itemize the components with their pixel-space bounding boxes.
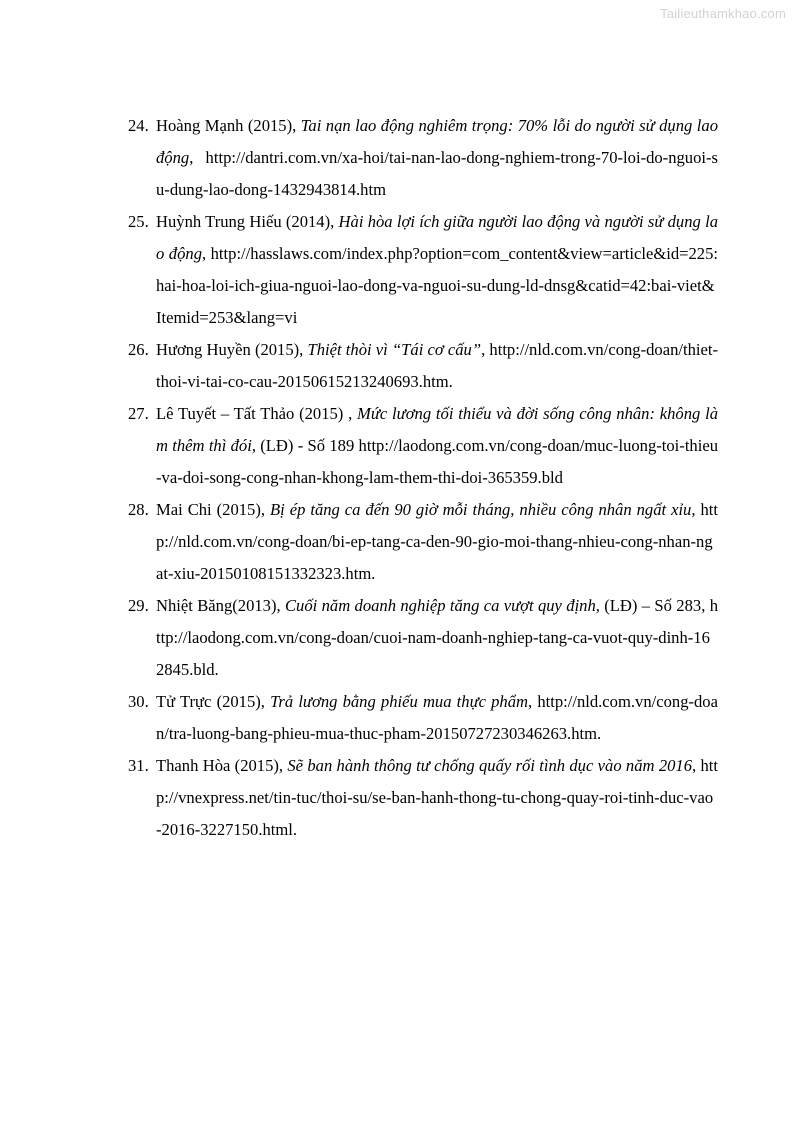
reference-title: Thiệt thòi vì “Tái cơ cấu”, bbox=[307, 340, 486, 359]
reference-source: (LĐ) – Số 283, http://laodong.com.vn/cong-doan/cuoi-nam-doanh-nghiep-tang-ca-vuot-quy-dinh-162845.bld. bbox=[156, 596, 718, 679]
reference-number: 24. bbox=[128, 116, 149, 135]
reference-number: 31. bbox=[128, 756, 149, 775]
reference-author: Hương Huyền (2015), bbox=[156, 340, 308, 359]
reference-item bbox=[128, 398, 718, 494]
reference-title: Hài hòa lợi ích giữa người lao động và người sử dụng lao động bbox=[156, 212, 718, 263]
reference-author: Nhiệt Băng(2013), bbox=[156, 596, 285, 615]
reference-item bbox=[128, 206, 718, 334]
reference-title: Trả lương bằng phiếu mua thực phẩm bbox=[270, 692, 529, 711]
reference-author: Tử Trực (2015), bbox=[156, 692, 271, 711]
reference-number: 25. bbox=[128, 212, 149, 231]
reference-source: , http://nld.com.vn/cong-doan/tra-luong-bang-phieu-mua-thuc-pham-20150727230346263.htm. bbox=[156, 692, 718, 743]
reference-author: Mai Chi (2015), bbox=[156, 500, 270, 519]
reference-item bbox=[128, 750, 718, 846]
reference-title: Mức lương tối thiểu và đời sống công nhân: không làm thêm thì đói bbox=[156, 404, 719, 455]
reference-source: http://nld.com.vn/cong-doan/thiet-thoi-vi-tai-co-cau-20150615213240693.htm. bbox=[156, 340, 718, 391]
reference-list bbox=[128, 110, 718, 846]
reference-title: Bị ép tăng ca đến 90 giờ mỗi tháng, nhiều công nhân ngất xỉu, bbox=[270, 500, 696, 519]
reference-source: , http://hasslaws.com/index.php?option=com_content&view=article&id=225:hai-hoa-loi-ich-giua-nguoi-lao-dong-va-nguoi-su-dung-ld-dnsg&catid=42:bai-viet&Itemid=253&lang=vi bbox=[156, 244, 718, 327]
reference-item bbox=[128, 110, 718, 206]
reference-title: Tai nạn lao động nghiêm trọng: 70% lỗi do người sử dụng lao động bbox=[156, 116, 718, 167]
reference-source: , http://dantri.com.vn/xa-hoi/tai-nan-lao-dong-nghiem-trong-70-loi-do-nguoi-su-dung-lao-dong-1432943814.htm bbox=[156, 148, 718, 199]
reference-item bbox=[128, 686, 718, 750]
reference-title: Cuối năm doanh nghiệp tăng ca vượt quy định, bbox=[284, 596, 600, 615]
reference-number: 29. bbox=[128, 596, 149, 615]
reference-item bbox=[128, 334, 718, 398]
reference-source: , (LĐ) - Số 189 http://laodong.com.vn/cong-doan/muc-luong-toi-thieu-va-doi-song-cong-nhan-khong-lam-them-thi-doi-365359.bld bbox=[156, 436, 718, 487]
reference-title: Sẽ ban hành thông tư chống quấy rối tình dục vào năm 2016 bbox=[287, 756, 693, 775]
reference-author: Lê Tuyết – Tất Thảo (2015) , bbox=[156, 404, 358, 423]
reference-item bbox=[128, 590, 718, 686]
reference-number: 27. bbox=[128, 404, 149, 423]
reference-author: Huỳnh Trung Hiếu (2014), bbox=[156, 212, 339, 231]
reference-number: 28. bbox=[128, 500, 149, 519]
reference-source: , http://vnexpress.net/tin-tuc/thoi-su/se-ban-hanh-thong-tu-chong-quay-roi-tinh-duc-vao-2016-3227150.html. bbox=[156, 756, 718, 839]
reference-item bbox=[128, 494, 718, 590]
watermark-text: Tailieuthamkhao.com bbox=[660, 6, 786, 21]
reference-number: 30. bbox=[128, 692, 149, 711]
reference-number: 26. bbox=[128, 340, 149, 359]
reference-source: http://nld.com.vn/cong-doan/bi-ep-tang-ca-den-90-gio-moi-thang-nhieu-cong-nhan-ngat-xiu-20150108151332323.htm. bbox=[156, 500, 718, 583]
reference-author: Hoàng Mạnh (2015), bbox=[156, 116, 301, 135]
reference-author: Thanh Hòa (2015), bbox=[156, 756, 288, 775]
